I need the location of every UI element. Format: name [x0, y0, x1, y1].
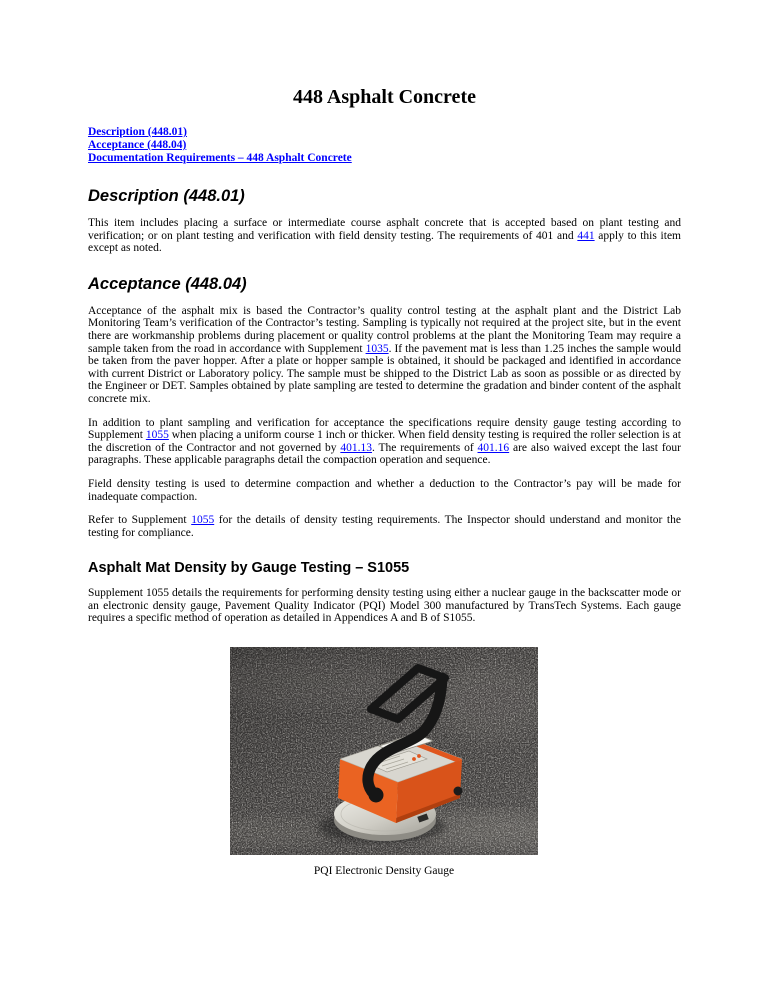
acceptance-paragraph-3 — [88, 478, 681, 503]
gauge-paragraph — [88, 587, 681, 625]
text-run: . If the pavement mat is less than 1.25 inches the sample would be taken from the paver hopper. After a plate or hopper sample is obtained, it should be packaged and identified in accordance with current District or Laboratory policy. The sample must be shipped to the District Lab as soon as possible or as directed by the Engineer or DET. Samples obtained by plate sampling are tested to determine the gradation and binder content of the asphalt concrete mix. — [88, 342, 681, 405]
toc — [88, 126, 681, 165]
description-paragraph — [88, 217, 681, 255]
acceptance-paragraph-2 — [88, 417, 681, 467]
text-run: Refer to Supplement — [88, 514, 192, 527]
heading-description: Description (448.01) — [88, 187, 245, 205]
link-441[interactable]: 441 — [577, 229, 595, 242]
acceptance-paragraph-1 — [88, 305, 681, 406]
toc-link-documentation-requirements[interactable]: Documentation Requirements – 448 Asphalt Concrete — [88, 152, 352, 164]
text-run: Acceptance of the asphalt mix is based the Contractor’s quality control testing at the asphalt plant and the District Lab Monitoring Team’s verification of the Contractor’s testing. Sampling is typically not required at the project site, but in the event there are workmanship problems during placement or quality control problems at the plant the Monitoring Team may require a sample taken from the road in accordance with Supplement — [88, 304, 681, 355]
text-run: . The requirements of — [371, 441, 478, 454]
pqi-gauge-illustration — [230, 647, 538, 855]
page-title: 448 Asphalt Concrete — [293, 86, 476, 108]
gauge-photo-caption: PQI Electronic Density Gauge — [313, 865, 455, 878]
text-run: apply to this item except as noted. — [88, 229, 681, 255]
link-supplement-1035[interactable]: 1035 — [365, 342, 389, 355]
link-401-13[interactable]: 401.13 — [340, 441, 372, 454]
link-supplement-1055[interactable]: 1055 — [145, 429, 169, 442]
text-run: for the details of density testing requirements. The Inspector should understand and monitor the testing for compliance. — [88, 514, 681, 539]
text-run: are also waived except the last four paragraphs. These applicable paragraphs detail the compaction operation and sequence. — [88, 441, 681, 467]
heading-acceptance: Acceptance (448.04) — [88, 274, 247, 293]
link-supplement-1055-2[interactable]: 1055 — [191, 514, 215, 527]
link-401-16[interactable]: 401.16 — [477, 441, 510, 454]
gauge-photo-figure — [230, 647, 538, 878]
acceptance-paragraph-4 — [88, 514, 681, 539]
gauge-photo — [230, 647, 538, 855]
text-run: In addition to plant sampling and verification for acceptance the specifications require density gauge testing according to Supplement — [88, 416, 681, 442]
heading-gauge-testing: Asphalt Mat Density by Gauge Testing – S1055 — [88, 560, 410, 577]
text-run: This item includes placing a surface or intermediate course asphalt concrete that is accepted based on plant testing and verification; or on plant testing and verification with field density testing. The requirements of 401 and — [88, 217, 681, 242]
text-run: when placing a uniform course 1 inch or thicker. When field density testing is required the roller selection is at the discretion of the Contractor and not governed by — [88, 429, 681, 454]
toc-link-description[interactable]: Description (448.01) — [88, 126, 188, 138]
toc-link-acceptance[interactable]: Acceptance (448.04) — [88, 139, 187, 151]
text-run: Supplement 1055 details the requirements for performing density testing using either a nuclear gauge in the backscatter mode or an electronic density gauge, Pavement Quality Indicator (PQI) Model 300 manufactured by TransTech Systems. Each gauge requires a specific method of operation as detailed in Appendices A and B of S1055. — [88, 587, 681, 625]
text-run: Field density testing is used to determine compaction and whether a deduction to the Contractor’s pay will be made for inadequate compaction. — [88, 477, 681, 503]
